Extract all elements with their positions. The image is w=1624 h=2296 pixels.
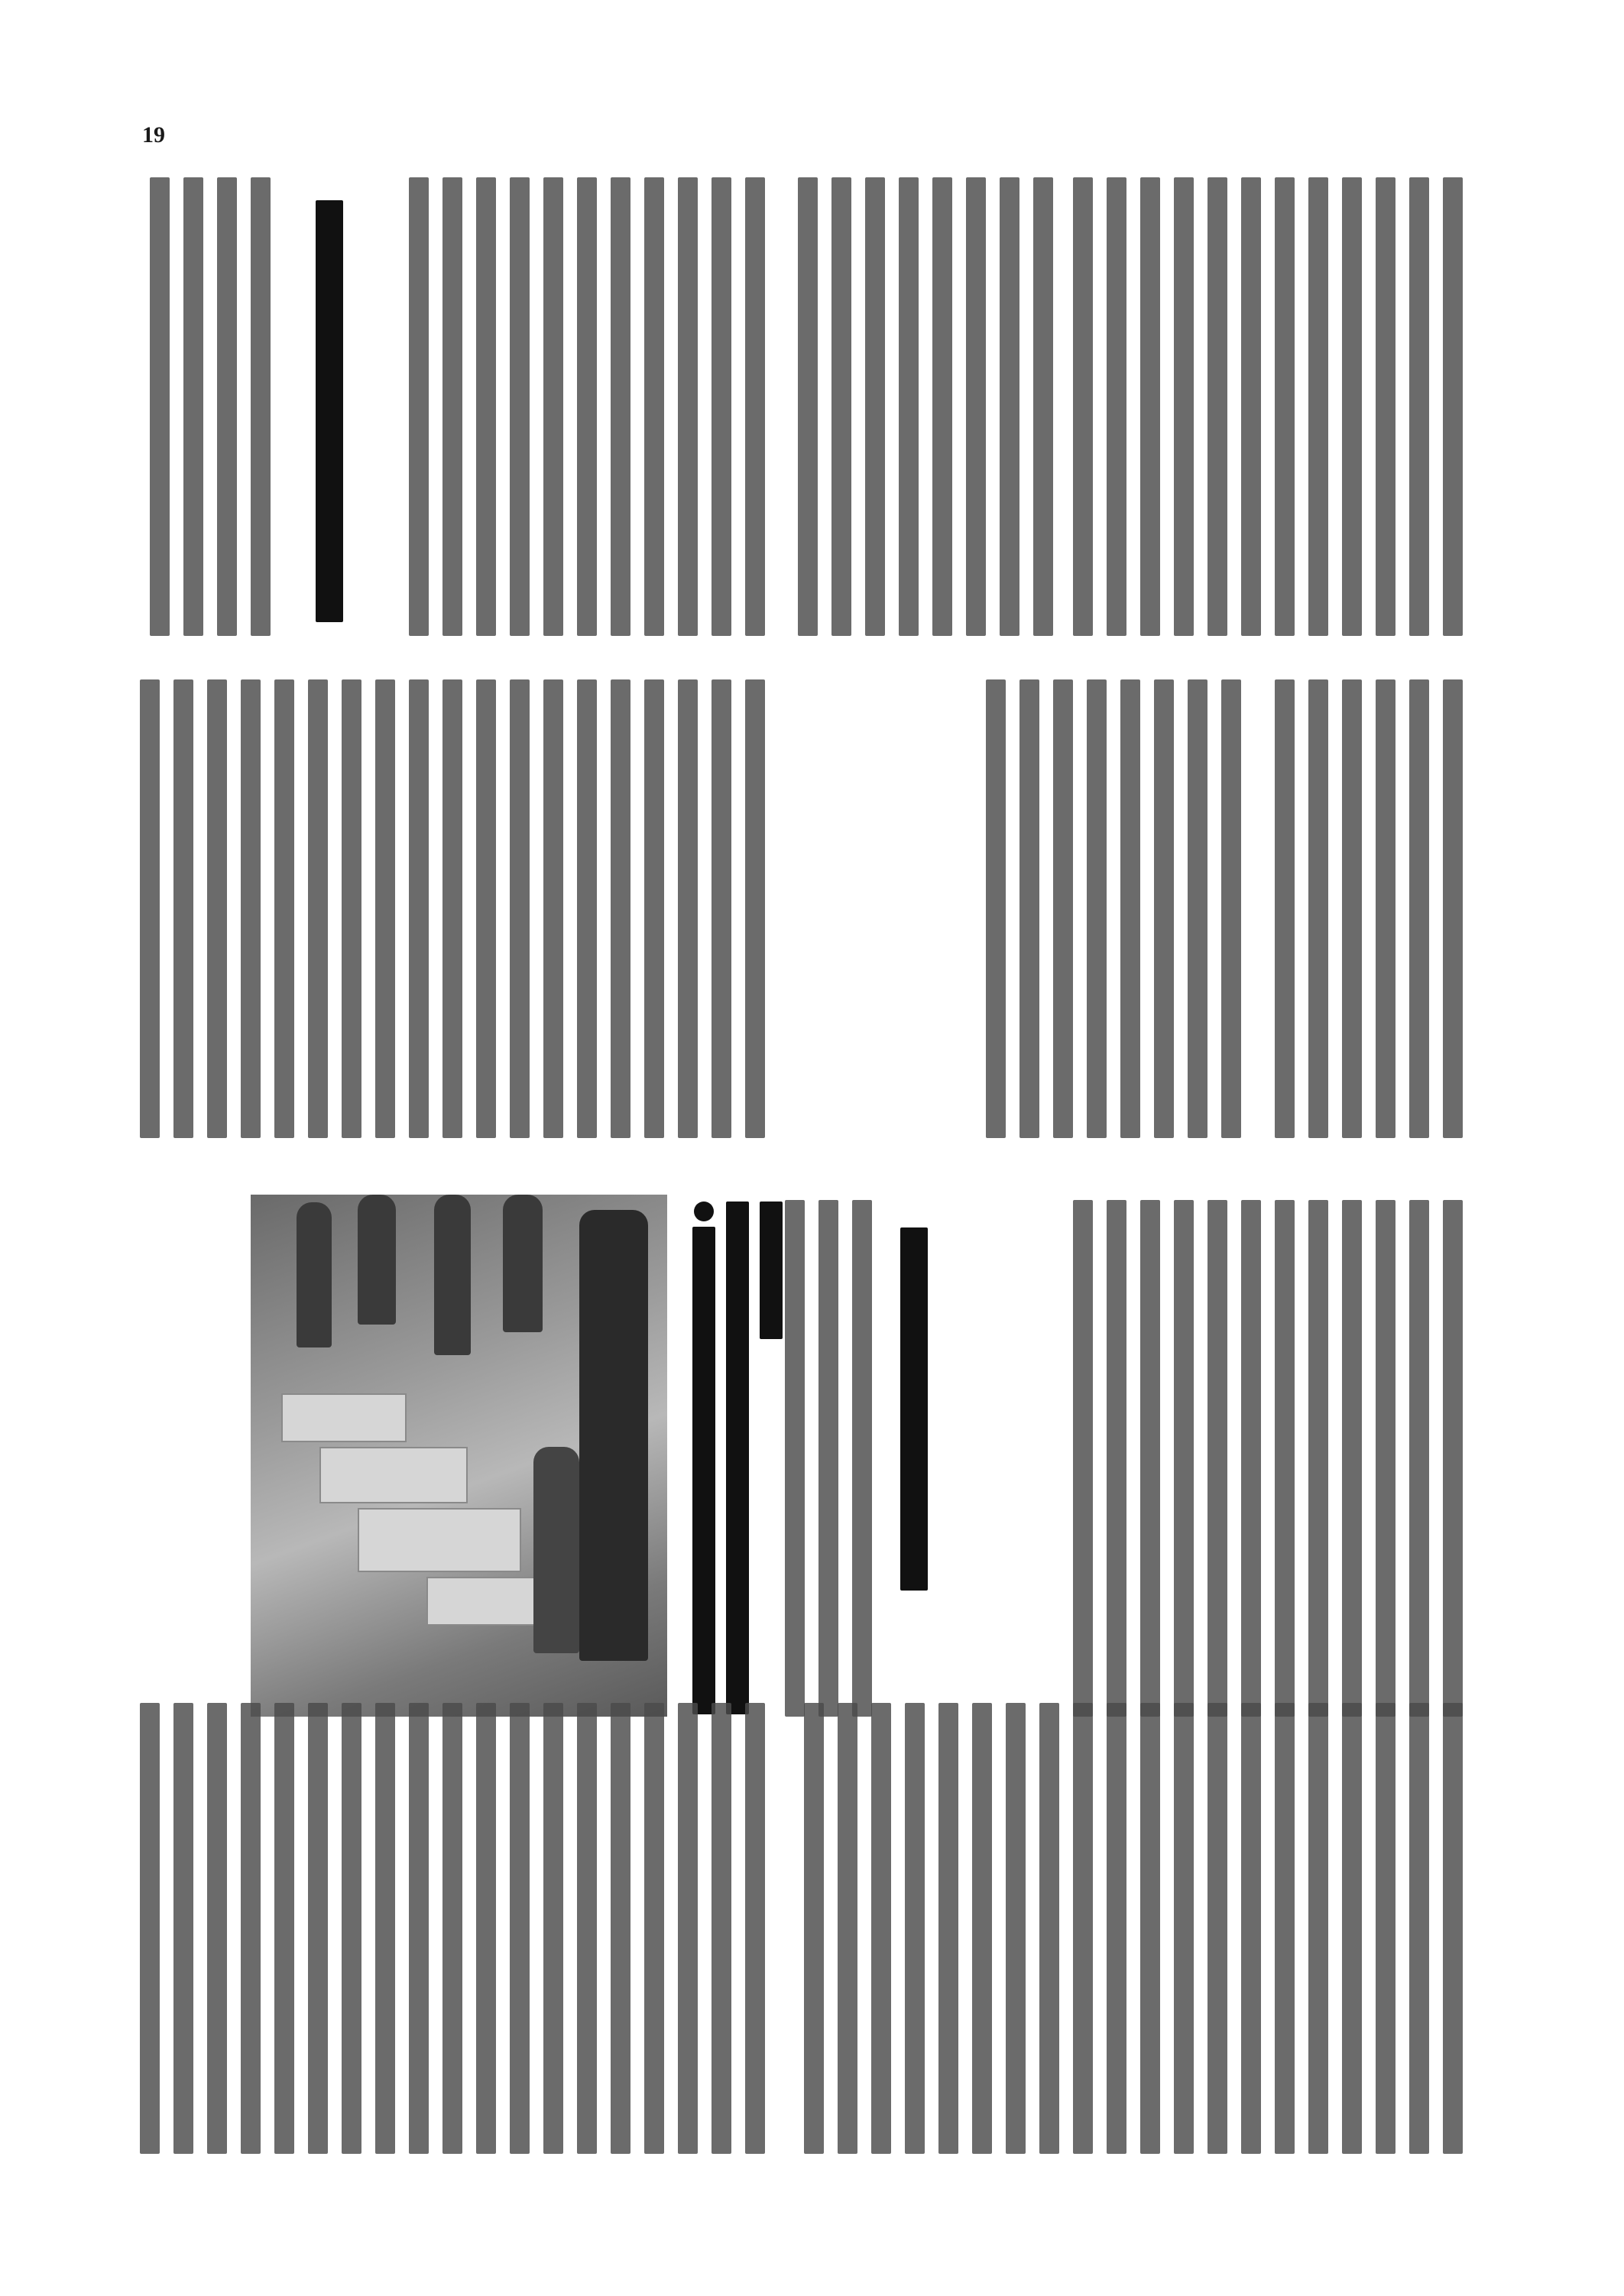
text-line xyxy=(1443,177,1463,636)
text-line xyxy=(510,1703,530,2154)
text-line xyxy=(409,177,429,636)
text-line xyxy=(831,177,851,636)
text-line xyxy=(207,1703,227,2154)
photo-caption-line-1 xyxy=(692,1227,715,1714)
text-line xyxy=(871,1703,891,2154)
text-line xyxy=(1308,679,1328,1138)
text-line xyxy=(712,679,731,1138)
text-line xyxy=(1376,1200,1395,1717)
photo-caption-line-3 xyxy=(760,1202,783,1339)
text-line xyxy=(1154,679,1174,1138)
text-line xyxy=(611,679,630,1138)
text-line xyxy=(1207,1200,1227,1717)
text-line xyxy=(251,177,271,636)
text-line xyxy=(1308,177,1328,636)
text-line xyxy=(241,1703,261,2154)
text-line xyxy=(1308,1200,1328,1717)
text-line xyxy=(1409,679,1429,1138)
text-line xyxy=(476,177,496,636)
text-line xyxy=(804,1703,824,2154)
text-line xyxy=(1107,1200,1126,1717)
text-line xyxy=(905,1703,925,2154)
text-line xyxy=(409,1703,429,2154)
text-line xyxy=(577,1703,597,2154)
photo-caption-line-2 xyxy=(726,1202,749,1714)
text-line xyxy=(375,679,395,1138)
page-number: 19 xyxy=(142,122,165,148)
text-line xyxy=(543,679,563,1138)
text-line xyxy=(745,177,765,636)
text-line xyxy=(1033,177,1053,636)
text-line xyxy=(852,1200,872,1717)
text-line xyxy=(217,177,237,636)
section-heading-2 xyxy=(900,1227,928,1591)
text-line xyxy=(712,177,731,636)
text-line xyxy=(150,177,170,636)
text-line xyxy=(838,1703,857,2154)
text-line xyxy=(1275,1200,1295,1717)
text-line xyxy=(308,1703,328,2154)
text-line xyxy=(1140,1703,1160,2154)
text-line xyxy=(1275,679,1295,1138)
text-line xyxy=(1087,679,1107,1138)
text-line xyxy=(1409,177,1429,636)
text-line xyxy=(1073,1703,1093,2154)
caption-bullet-icon xyxy=(694,1202,714,1221)
text-line xyxy=(1107,177,1126,636)
text-line xyxy=(1241,1703,1261,2154)
text-line xyxy=(611,177,630,636)
text-line xyxy=(476,679,496,1138)
text-line xyxy=(409,679,429,1138)
text-line xyxy=(1006,1703,1026,2154)
text-line xyxy=(140,1703,160,2154)
text-line xyxy=(1376,679,1395,1138)
text-line xyxy=(1241,177,1261,636)
text-line xyxy=(986,679,1006,1138)
text-line xyxy=(818,1200,838,1717)
text-line xyxy=(1174,1703,1194,2154)
text-line xyxy=(1039,1703,1059,2154)
text-line xyxy=(274,679,294,1138)
text-line xyxy=(1376,1703,1395,2154)
text-line xyxy=(308,679,328,1138)
text-line xyxy=(678,679,698,1138)
text-line xyxy=(140,679,160,1138)
text-line xyxy=(1107,1703,1126,2154)
text-line xyxy=(207,679,227,1138)
text-line xyxy=(1443,679,1463,1138)
bath-ruins-photo xyxy=(251,1195,667,1717)
text-line xyxy=(1409,1703,1429,2154)
text-line xyxy=(274,1703,294,2154)
text-line xyxy=(798,177,818,636)
text-line xyxy=(375,1703,395,2154)
text-line xyxy=(899,177,919,636)
section-heading-1 xyxy=(316,200,343,622)
text-line xyxy=(241,679,261,1138)
text-line xyxy=(342,1703,361,2154)
text-line xyxy=(577,679,597,1138)
text-line xyxy=(1207,1703,1227,2154)
text-line xyxy=(543,1703,563,2154)
text-line xyxy=(1443,1703,1463,2154)
text-line xyxy=(932,177,952,636)
text-line xyxy=(1207,177,1227,636)
text-line xyxy=(644,177,664,636)
text-line xyxy=(1019,679,1039,1138)
text-line xyxy=(678,177,698,636)
text-line xyxy=(342,679,361,1138)
text-line xyxy=(1342,177,1362,636)
text-line xyxy=(510,177,530,636)
text-line xyxy=(745,679,765,1138)
text-line xyxy=(1342,1200,1362,1717)
text-line xyxy=(712,1703,731,2154)
text-line xyxy=(1443,1200,1463,1717)
text-line xyxy=(1053,679,1073,1138)
text-line xyxy=(785,1200,805,1717)
text-line xyxy=(1140,1200,1160,1717)
text-line xyxy=(1188,679,1207,1138)
text-line xyxy=(644,1703,664,2154)
text-line xyxy=(1073,177,1093,636)
text-line xyxy=(1308,1703,1328,2154)
text-line xyxy=(173,679,193,1138)
text-line xyxy=(1241,1200,1261,1717)
text-line xyxy=(543,177,563,636)
text-line xyxy=(442,1703,462,2154)
text-line xyxy=(577,177,597,636)
text-line xyxy=(1221,679,1241,1138)
text-line xyxy=(442,679,462,1138)
text-line xyxy=(1275,177,1295,636)
text-line xyxy=(1174,1200,1194,1717)
text-line xyxy=(476,1703,496,2154)
text-line xyxy=(1000,177,1019,636)
text-line xyxy=(966,177,986,636)
text-line xyxy=(1342,679,1362,1138)
text-line xyxy=(678,1703,698,2154)
text-line xyxy=(1376,177,1395,636)
text-line xyxy=(442,177,462,636)
text-line xyxy=(1073,1200,1093,1717)
text-line xyxy=(510,679,530,1138)
text-line xyxy=(972,1703,992,2154)
text-line xyxy=(1275,1703,1295,2154)
text-line xyxy=(865,177,885,636)
text-line xyxy=(1409,1200,1429,1717)
text-line xyxy=(1174,177,1194,636)
text-line xyxy=(745,1703,765,2154)
text-line xyxy=(611,1703,630,2154)
text-line xyxy=(183,177,203,636)
text-line xyxy=(1342,1703,1362,2154)
text-line xyxy=(938,1703,958,2154)
text-line xyxy=(173,1703,193,2154)
text-line xyxy=(1140,177,1160,636)
text-line xyxy=(1120,679,1140,1138)
text-line xyxy=(644,679,664,1138)
